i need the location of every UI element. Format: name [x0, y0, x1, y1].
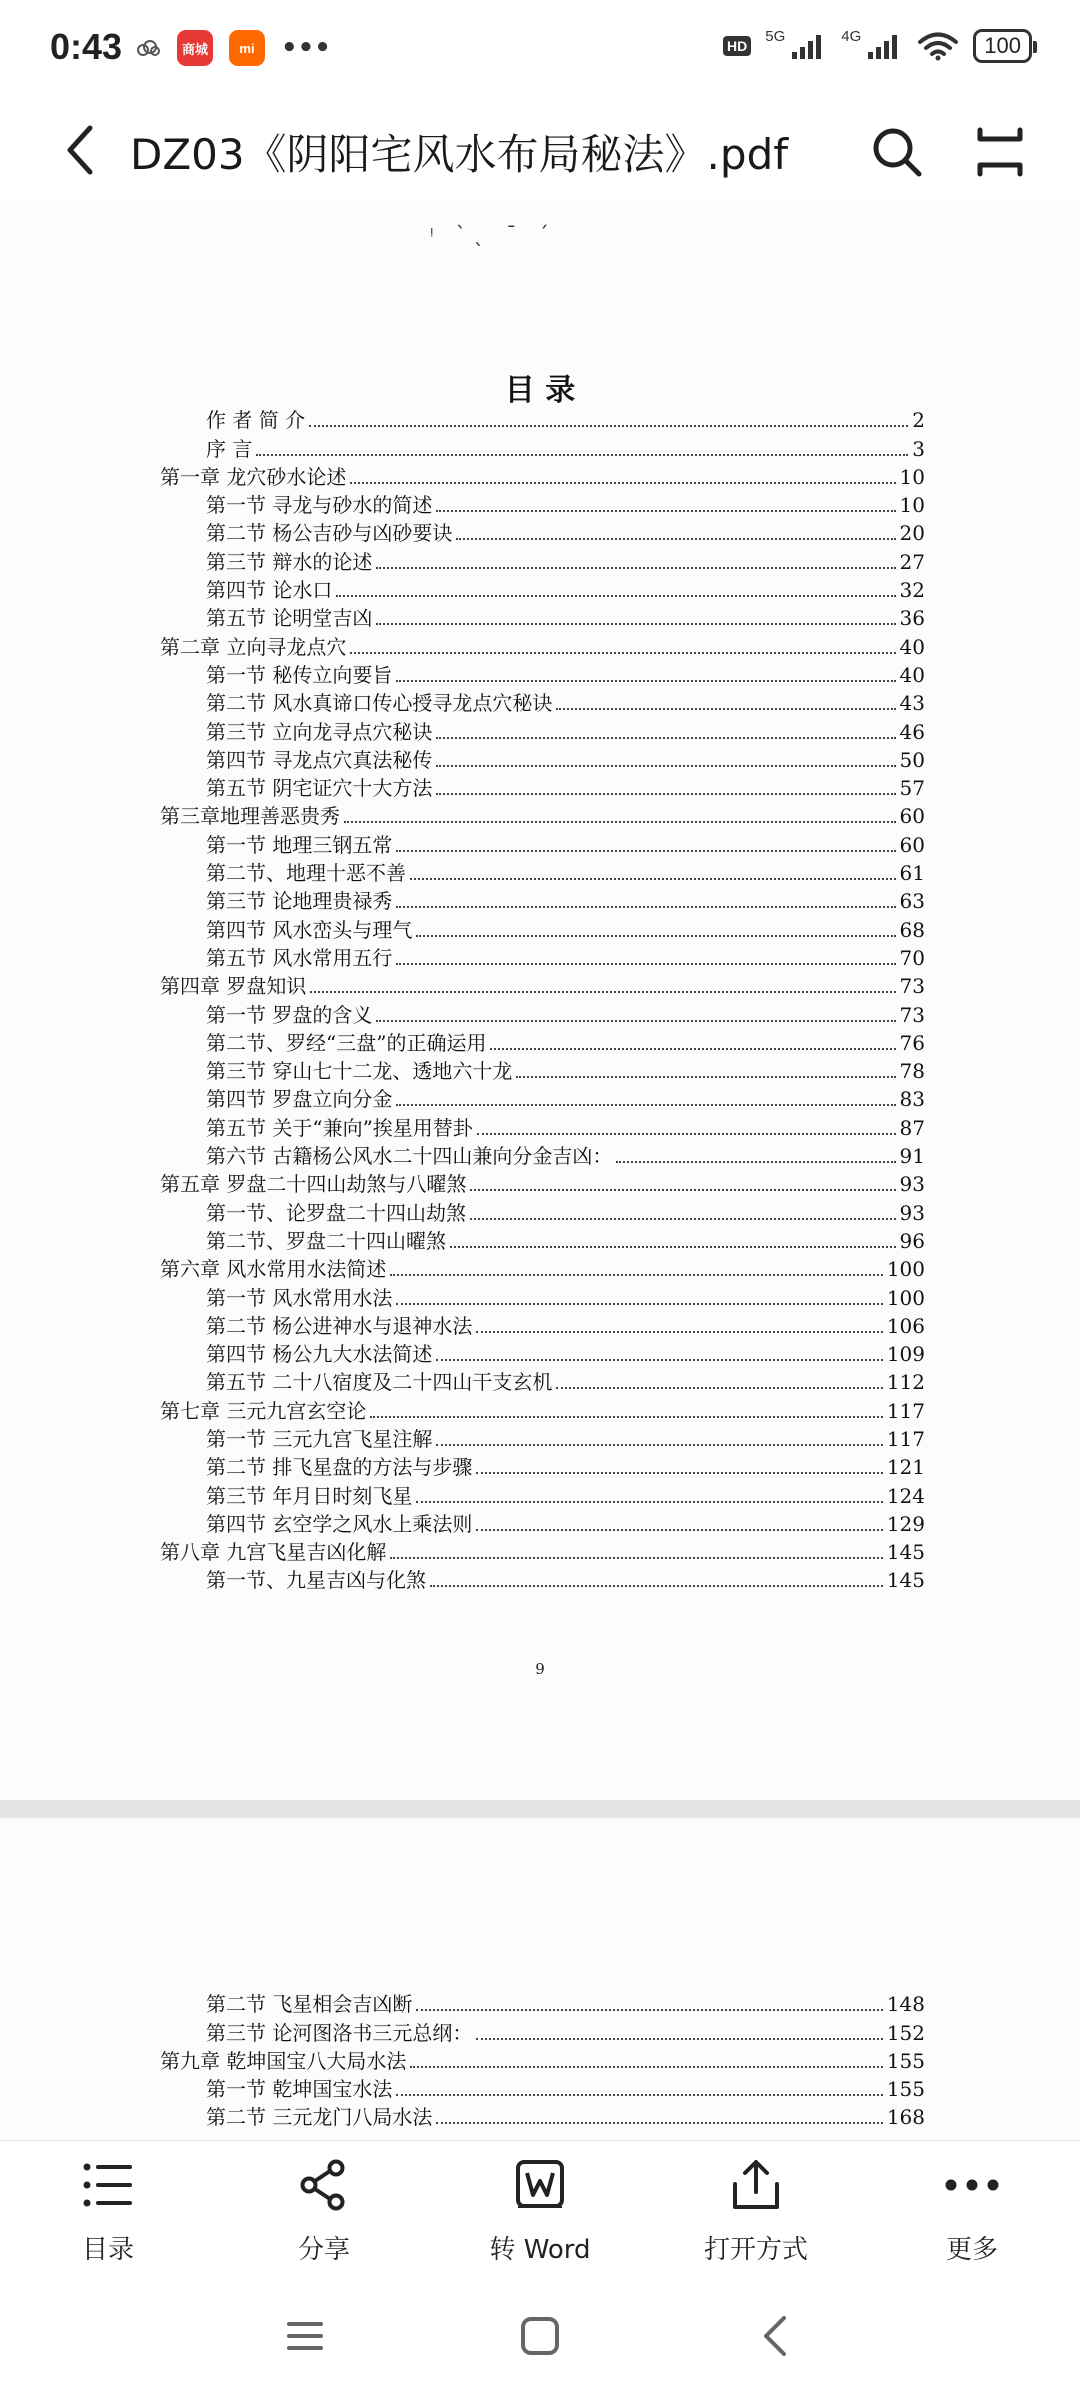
toc-entry-page: 73	[899, 974, 925, 999]
toc-section-row[interactable]	[160, 574, 925, 602]
toc-entry-label: 作 者 简 介	[206, 408, 306, 433]
toc-entry-label: 第一节 风水常用水法	[206, 1285, 393, 1310]
toc-section-row[interactable]	[160, 432, 925, 460]
toc-entry-page: 10	[899, 493, 925, 518]
list-icon	[82, 2162, 134, 2208]
share-button-label: 分享	[297, 2235, 350, 2265]
status-bar	[0, 0, 1080, 100]
toc-leader-dots	[476, 1472, 882, 1474]
toc-entry-label: 第一节 秘传立向要旨	[206, 662, 393, 687]
mi-app-icon: mi	[229, 30, 265, 66]
toc-section-row[interactable]	[160, 1140, 925, 1168]
share-button[interactable]	[249, 2155, 399, 2275]
open-with-button[interactable]	[681, 2155, 831, 2275]
toc-leader-dots	[476, 2038, 882, 2040]
toc-section-row[interactable]	[160, 885, 925, 913]
toc-entry-label: 第三节 立向龙寻点穴秘诀	[206, 719, 433, 744]
toc-entry-page: 93	[899, 1172, 925, 1197]
toc-leader-dots	[476, 1529, 882, 1531]
toc-entry-page: 76	[899, 1030, 925, 1055]
toc-entry-page: 148	[886, 1992, 925, 2017]
toc-leader-dots	[436, 793, 895, 795]
toc-leader-dots	[556, 1387, 882, 1389]
toc-entry-page: 129	[886, 1511, 925, 1536]
toc-entry-label: 第二节、地理十恶不善	[206, 861, 406, 886]
toc-entry-page: 73	[899, 1002, 925, 1027]
toc-entry-page: 3	[912, 436, 925, 461]
scan-artifact: ᵎ ˋˎ ˉ ˊ	[430, 222, 557, 246]
convert-to-word-label: 转 Word	[489, 2235, 591, 2265]
toc-entry-page: 155	[886, 2048, 925, 2073]
toc-entry-label: 第二节 三元龙门八局水法	[206, 2105, 433, 2130]
toc-entry-page: 46	[899, 719, 925, 744]
toc-section-row[interactable]	[160, 1281, 925, 1309]
toc-entry-label: 第三节 辩水的论述	[206, 549, 373, 574]
toc-section-row[interactable]	[160, 998, 925, 1026]
toc-section-row[interactable]	[160, 659, 925, 687]
toc-entry-page: 36	[899, 606, 925, 631]
toc-section-row[interactable]	[160, 1338, 925, 1366]
toc-section-row[interactable]	[160, 1451, 925, 1479]
toc-leader-dots	[350, 482, 895, 484]
toc-entry-page: 109	[886, 1342, 925, 1367]
toc-section-row[interactable]	[160, 828, 925, 856]
battery-indicator: 100	[973, 29, 1032, 63]
toc-entry-page: 168	[886, 2105, 925, 2130]
toc-leader-dots	[376, 1020, 895, 1022]
toc-entry-page: 27	[899, 549, 925, 574]
toc-entry-page: 10	[899, 464, 925, 489]
toc-leader-dots	[390, 1557, 882, 1559]
toc-entry-label: 第二节 杨公进神水与退神水法	[206, 1313, 473, 1338]
toc-entry-page: 43	[899, 691, 925, 716]
toc-entry-page: 152	[886, 2020, 925, 2045]
toc-section-row[interactable]	[160, 857, 925, 885]
toc-leader-dots	[436, 510, 895, 512]
toc-section-row[interactable]	[160, 602, 925, 630]
toc-section-row[interactable]	[160, 1564, 925, 1592]
toc-entry-label: 第四节 论水口	[206, 578, 333, 603]
toc-entry-label: 第六章 风水常用水法简述	[160, 1257, 387, 1282]
toc-entry-label: 第二节 飞星相会吉凶断	[206, 1992, 413, 2017]
toc-entry-label: 第三节 论河图洛书三元总纲：	[206, 2020, 473, 2045]
toc-section-row[interactable]	[160, 1027, 925, 1055]
toc-entry-label: 第四章 罗盘知识	[160, 974, 307, 999]
toc-section-row[interactable]	[160, 1083, 925, 1111]
toc-section-row[interactable]	[160, 2016, 925, 2044]
toc-leader-dots	[470, 1218, 896, 1220]
toc-leader-dots	[476, 1331, 882, 1333]
toc-entry-label: 第六节 古籍杨公风水二十四山兼向分金吉凶：	[206, 1144, 613, 1169]
toc-leader-dots	[416, 2009, 882, 2011]
network-5g-label: 5G	[765, 28, 786, 45]
toc-entry-page: 2	[912, 408, 925, 433]
toc-entry-label: 第二节 排飞星盘的方法与步骤	[206, 1455, 473, 1480]
toc-entry-page: 32	[899, 578, 925, 603]
toc-leader-dots	[430, 1585, 883, 1587]
toc-entry-label: 第四节 玄空学之风水上乘法则	[206, 1511, 473, 1536]
toc-entry-page: 20	[899, 521, 925, 546]
toc-section-row[interactable]	[160, 687, 925, 715]
system-navigation-bar	[0, 2280, 1080, 2400]
toc-leader-dots	[396, 963, 895, 965]
toc-leader-dots	[396, 1303, 882, 1305]
toc-leader-dots	[310, 991, 895, 993]
menu-icon	[285, 2318, 325, 2354]
toc-section-row[interactable]	[160, 489, 925, 517]
more-icon	[944, 2178, 1000, 2192]
toc-leader-dots	[336, 595, 895, 597]
toc-entry-label: 序 言	[206, 436, 253, 461]
toc-entry-label: 第五章 罗盘二十四山劫煞与八曜煞	[160, 1172, 467, 1197]
toc-section-row[interactable]	[160, 1508, 925, 1536]
toc-entry-label: 第五节 二十八宿度及二十四山干支玄机	[206, 1370, 553, 1395]
toc-leader-dots	[436, 2122, 882, 2124]
status-time: 0:43	[50, 26, 123, 67]
toc-entry-page: 117	[886, 1398, 925, 1423]
toc-entry-label: 第一节 乾坤国宝水法	[206, 2077, 393, 2102]
toc-entry-page: 50	[899, 747, 925, 772]
toc-leader-dots	[376, 567, 895, 569]
toc-leader-dots	[416, 935, 895, 937]
toc-entry-page: 87	[899, 1115, 925, 1140]
bottom-toolbar	[0, 2140, 1080, 2280]
open-with-label: 打开方式	[703, 2235, 808, 2265]
toc-entry-label: 第二节、罗盘二十四山曜煞	[206, 1228, 446, 1253]
toc-entry-page: 145	[886, 1568, 925, 1593]
nav-back-button[interactable]	[740, 2306, 810, 2366]
toc-section-row[interactable]	[160, 715, 925, 743]
nav-home-button[interactable]	[505, 2306, 575, 2366]
toc-leader-dots	[256, 454, 908, 456]
hd-badge: HD	[723, 36, 751, 56]
toc-entry-page: 93	[899, 1200, 925, 1225]
document-title: DZ03《阴阳宅风水布局秘法》.pdf	[130, 130, 789, 179]
toc-entry-page: 121	[886, 1455, 925, 1480]
toc-leader-dots	[370, 1416, 882, 1418]
app-header	[0, 100, 1080, 200]
toc-entry-page: 70	[899, 945, 925, 970]
status-system-icons	[723, 28, 1032, 63]
toc-entry-label: 第二节 风水真谛口传心授寻龙点穴秘诀	[206, 691, 553, 716]
toc-chapter-row[interactable]	[160, 970, 925, 998]
pdf-page-next	[0, 1818, 1080, 2140]
toc-entry-page: 40	[899, 634, 925, 659]
toc-section-row[interactable]	[160, 2073, 925, 2101]
toc-entry-label: 第一节 寻龙与砂水的简述	[206, 493, 433, 518]
search-button[interactable]	[865, 120, 929, 184]
toc-entry-page: 96	[899, 1228, 925, 1253]
toc-entry-label: 第四节 罗盘立向分金	[206, 1087, 393, 1112]
back-button[interactable]	[50, 120, 110, 180]
toc-leader-dots	[396, 1104, 895, 1106]
word-icon	[514, 2159, 566, 2211]
more-notifications-icon: •••	[281, 33, 331, 63]
toc-entry-label: 第三节 年月日时刻飞星	[206, 1483, 413, 1508]
toc-section-row[interactable]	[160, 517, 925, 545]
toc-section-row[interactable]	[160, 942, 925, 970]
toc-leader-dots	[396, 2094, 882, 2096]
toc-chapter-row[interactable]	[160, 1536, 925, 1564]
toc-entry-page: 91	[899, 1144, 925, 1169]
toc-entry-page: 117	[886, 1426, 925, 1451]
toc-chapter-row[interactable]	[160, 1253, 925, 1281]
signal-icon-2	[867, 32, 903, 60]
toc-leader-dots	[436, 765, 895, 767]
more-button[interactable]	[897, 2155, 1047, 2275]
toc-entry-label: 第七章 三元九宫玄空论	[160, 1398, 367, 1423]
toc-entry-label: 第二节、罗经“三盘”的正确运用	[206, 1030, 487, 1055]
toc-section-row[interactable]	[160, 913, 925, 941]
toc-leader-dots	[436, 737, 895, 739]
page-number: 9	[535, 1660, 545, 1678]
toc-leader-dots	[390, 1274, 882, 1276]
toc-chapter-row[interactable]	[160, 1168, 925, 1196]
toc-leader-dots	[556, 708, 895, 710]
toc-chapter-row[interactable]	[160, 461, 925, 489]
toc-leader-dots	[344, 821, 896, 823]
pdf-reader-area[interactable]	[0, 200, 1080, 2140]
toc-leader-dots	[376, 623, 895, 625]
toc-leader-dots	[309, 425, 908, 427]
toc-entry-page: 145	[886, 1540, 925, 1565]
toc-list	[160, 404, 925, 1592]
toc-entry-label: 第一节、九星吉凶与化煞	[206, 1568, 426, 1593]
toc-entry-page: 106	[886, 1313, 925, 1338]
fullscreen-button[interactable]	[968, 120, 1032, 184]
toc-leader-dots	[490, 1048, 895, 1050]
toc-chapter-row[interactable]	[160, 2045, 925, 2073]
page-divider	[0, 1800, 1080, 1818]
toc-leader-dots	[396, 906, 895, 908]
toc-section-row[interactable]	[160, 1479, 925, 1507]
signal-icon	[791, 32, 827, 60]
toc-section-row[interactable]	[160, 1988, 925, 2016]
toc-leader-dots	[436, 1359, 882, 1361]
toc-section-row[interactable]	[160, 1423, 925, 1451]
toc-entry-page: 112	[886, 1370, 925, 1395]
cloud-icon	[135, 38, 161, 58]
back-icon	[62, 124, 98, 176]
share-icon	[298, 2159, 350, 2211]
toc-title: 目 录	[504, 373, 576, 408]
toc-entry-label: 第四节 寻龙点穴真法秘传	[206, 747, 433, 772]
toc-leader-dots	[477, 1133, 896, 1135]
toc-entry-label: 第五节 关于“兼向”挨星用替卦	[206, 1115, 473, 1140]
toc-entry-label: 第八章 九宫飞星吉凶化解	[160, 1540, 387, 1565]
search-icon	[870, 125, 924, 179]
nav-back-icon	[760, 2315, 790, 2357]
toc-chapter-row[interactable]	[160, 800, 925, 828]
toc-entry-label: 第一章 龙穴砂水论述	[160, 464, 347, 489]
toc-section-row[interactable]	[160, 545, 925, 573]
toc-leader-dots	[350, 652, 895, 654]
toc-entry-label: 第三节 穿山七十二龙、透地六十龙	[206, 1059, 513, 1084]
toc-section-row[interactable]	[160, 1055, 925, 1083]
toc-leader-dots	[516, 1076, 895, 1078]
toc-list-continued	[160, 1988, 925, 2129]
toc-entry-label: 第一节 罗盘的含义	[206, 1002, 373, 1027]
toc-entry-label: 第三节 论地理贵禄秀	[206, 889, 393, 914]
toc-section-row[interactable]	[160, 1225, 925, 1253]
toc-leader-dots	[616, 1161, 895, 1163]
expand-icon	[975, 125, 1025, 179]
toc-entry-label: 第二节 杨公吉砂与凶砂要诀	[206, 521, 453, 546]
toc-leader-dots	[450, 1246, 896, 1248]
toc-entry-page: 83	[899, 1087, 925, 1112]
toc-entry-page: 61	[899, 861, 925, 886]
toc-entry-label: 第三章地理善恶贵秀	[160, 804, 340, 829]
toc-entry-label: 第一节、论罗盘二十四山劫煞	[206, 1200, 466, 1225]
toc-leader-dots	[396, 850, 895, 852]
toc-entry-label: 第五节 论明堂吉凶	[206, 606, 373, 631]
toc-leader-dots	[436, 1444, 882, 1446]
toc-section-row[interactable]	[160, 744, 925, 772]
upload-icon	[730, 2158, 782, 2212]
toc-entry-page: 78	[899, 1059, 925, 1084]
toc-entry-page: 40	[899, 662, 925, 687]
toc-entry-label: 第一节 三元九宫飞星注解	[206, 1426, 433, 1451]
network-4g-label: 4G	[841, 28, 862, 45]
toc-entry-label: 第二章 立向寻龙点穴	[160, 634, 347, 659]
toc-entry-page: 63	[899, 889, 925, 914]
toc-section-row[interactable]	[160, 1111, 925, 1139]
toc-section-row[interactable]	[160, 2101, 925, 2129]
toc-entry-label: 第五节 阴宅证穴十大方法	[206, 776, 433, 801]
toc-leader-dots	[456, 538, 895, 540]
toc-leader-dots	[410, 878, 896, 880]
toc-leader-dots	[396, 680, 895, 682]
toc-entry-label: 第九章 乾坤国宝八大局水法	[160, 2048, 407, 2073]
toc-section-row[interactable]	[160, 1366, 925, 1394]
wifi-icon	[917, 31, 959, 61]
toc-entry-page: 60	[899, 832, 925, 857]
toc-entry-label: 第五节 风水常用五行	[206, 945, 393, 970]
status-notification-icons	[135, 30, 331, 66]
toc-entry-page: 100	[886, 1257, 925, 1282]
toc-leader-dots	[470, 1189, 895, 1191]
nav-menu-button[interactable]	[270, 2306, 340, 2366]
toc-button[interactable]	[33, 2155, 183, 2275]
toc-section-row[interactable]	[160, 404, 925, 432]
toc-leader-dots	[416, 1501, 882, 1503]
pdf-page	[0, 200, 1080, 1800]
toc-entry-label: 第一节 地理三钢五常	[206, 832, 393, 857]
mall-app-icon: 商城	[177, 30, 213, 66]
toc-entry-page: 155	[886, 2077, 925, 2102]
toc-chapter-row[interactable]	[160, 630, 925, 658]
toc-chapter-row[interactable]	[160, 1394, 925, 1422]
more-button-label: 更多	[945, 2235, 998, 2265]
toc-entry-page: 57	[899, 776, 925, 801]
toc-section-row[interactable]	[160, 1310, 925, 1338]
toc-entry-page: 124	[886, 1483, 925, 1508]
toc-entry-label: 第四节 杨公九大水法简述	[206, 1342, 433, 1367]
convert-to-word-button[interactable]	[465, 2155, 615, 2275]
toc-entry-page: 60	[899, 804, 925, 829]
toc-entry-page: 100	[886, 1285, 925, 1310]
toc-section-row[interactable]	[160, 772, 925, 800]
toc-entry-label: 第四节 风水峦头与理气	[206, 917, 413, 942]
toc-section-row[interactable]	[160, 1196, 925, 1224]
toc-button-label: 目录	[81, 2235, 134, 2265]
toc-leader-dots	[410, 2066, 882, 2068]
home-icon	[520, 2316, 560, 2356]
toc-entry-page: 68	[899, 917, 925, 942]
